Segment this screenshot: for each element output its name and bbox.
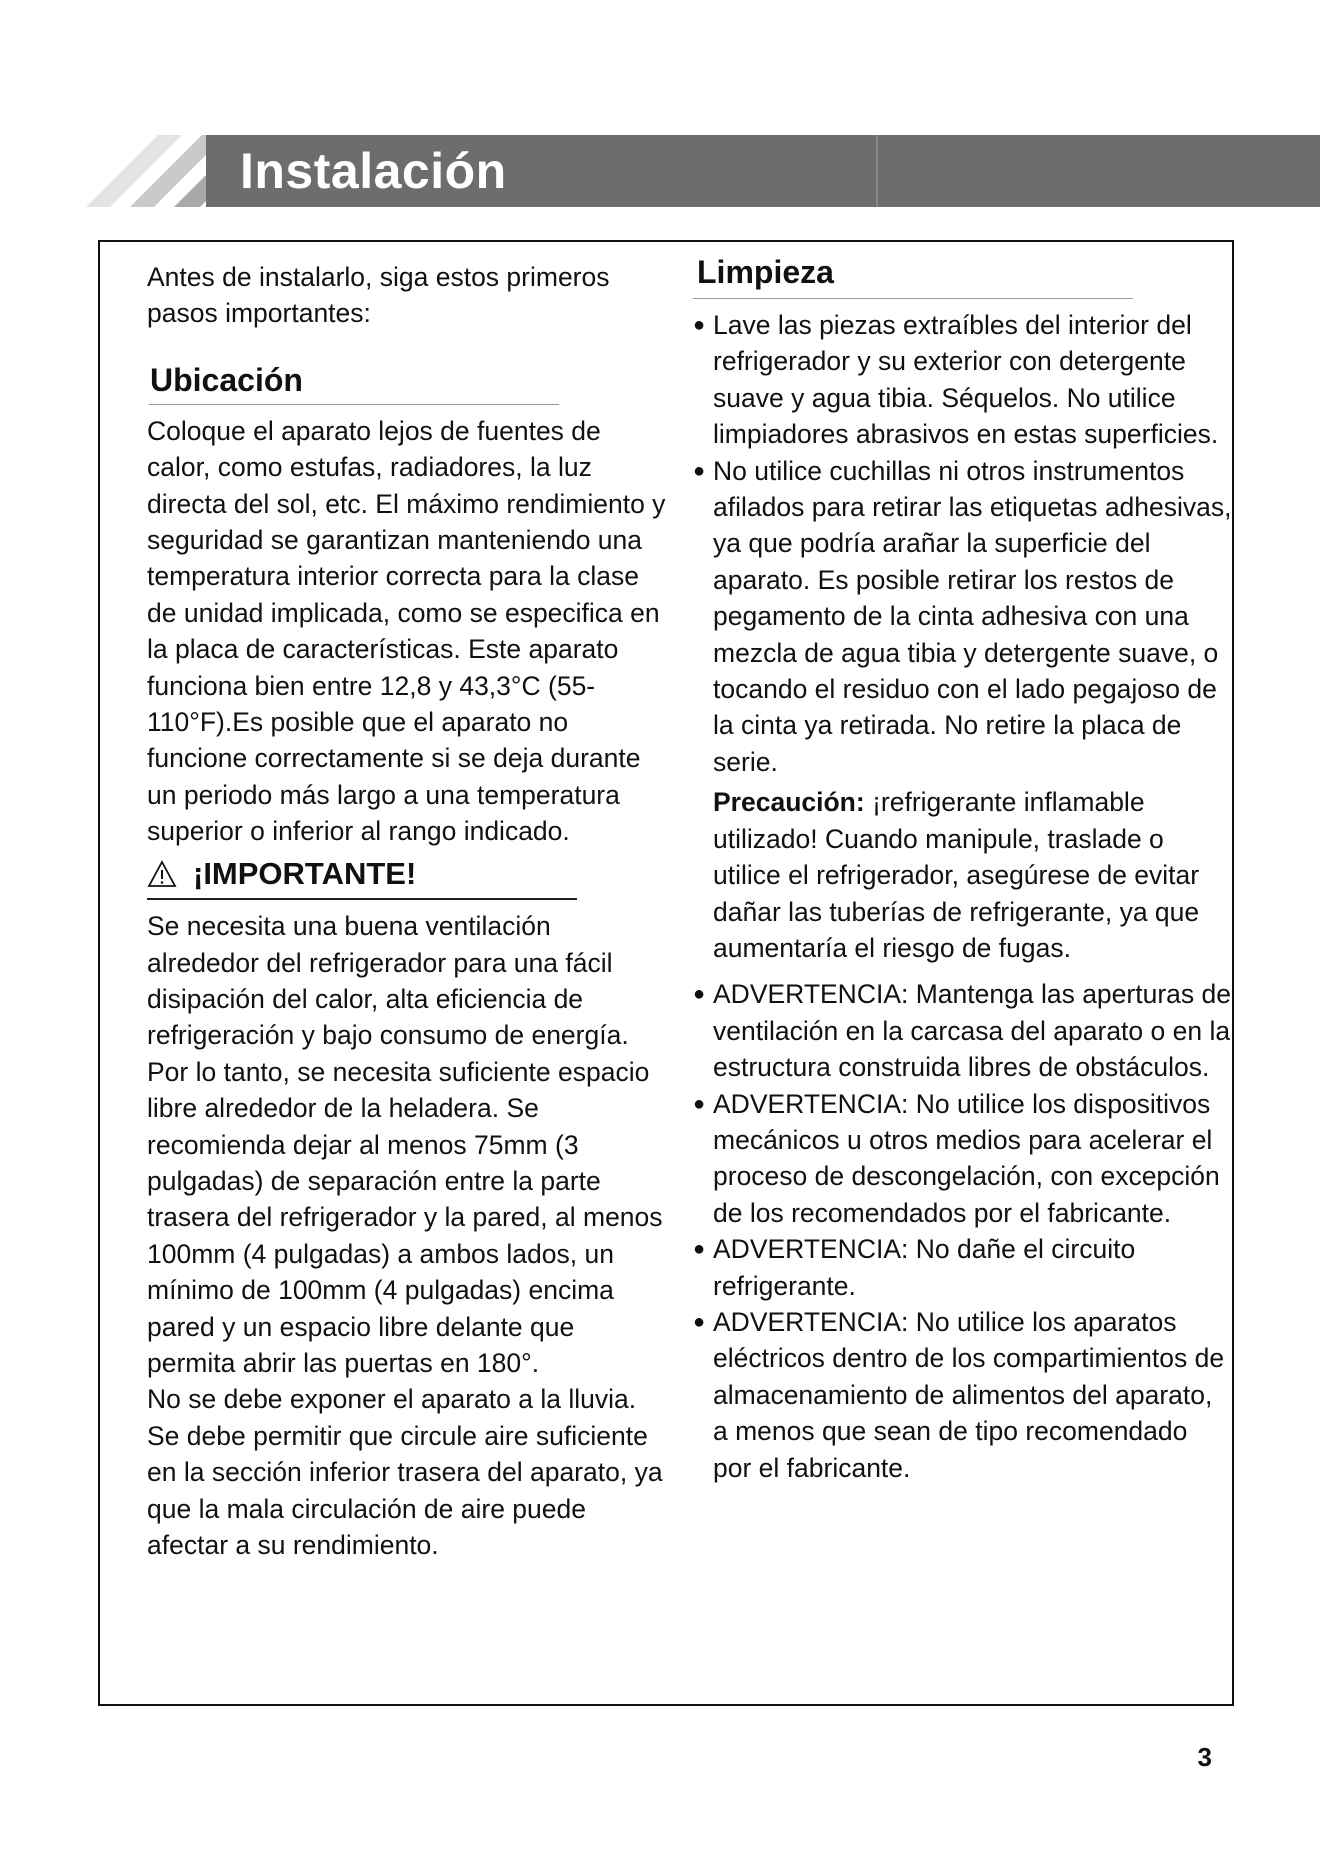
caution-label: Precaución: [713,787,865,818]
list-item-text: ADVERTENCIA: No utilice los dispositivos mecánicos u otros medios para acelerar el proceso de descongelación, con excepción de los recomendados por el fabricante. [713,1088,1220,1228]
heading-rule [149,404,559,405]
list-item [693,1231,1233,1304]
heading-rule [693,298,1133,299]
caution-text: ¡refrigerante inflamable utilizado! Cuando manipule, traslade o utilice el refrigerador, asegúrese de evitar dañar las tuberías de refrigerante, ya que aumentaría el riesgo de fugas. [713,787,1200,963]
bullet-icon: ● [693,1092,706,1115]
bullet-icon: ● [693,983,706,1006]
list-item [693,453,1233,967]
important-heading: ¡IMPORTANTE! [193,855,417,891]
important-heading-row [147,856,667,892]
list-item [693,1304,1233,1486]
page-title: Instalación [240,143,507,199]
important-text: Se necesita una buena ventilación alrededor del refrigerador para una fácil disipación del calor, alta eficiencia de refrigeración y bajo consumo de energía. Por lo tanto, se necesita suficiente espacio libre alrededor de la heladera. Se recomienda dejar al menos 75mm (3 pulgadas) de separación entre la parte trasera del refrigerador y la pared, al menos 100mm (4 pulgadas) a ambos lados, un mínimo de 100mm (4 pulgadas) encima pared y un espacio libre delante que permita abrir las puertas en 180°. [147,911,663,1378]
warning-icon [147,860,177,888]
list-item-text: No utilice cuchillas ni otros instrumentos afilados para retirar las etiquetas adhesivas, ya que podría arañar la superficie del aparato. Es posible retirar los restos de pegamento de la cinta adhesiva con una mezcla de agua tibia y detergente suave, o tocando el residuo con el lado pegajoso de la cinta ya retirada. No retire la placa de serie. [713,455,1232,777]
location-text: Coloque el aparato lejos de fuentes de calor, como estufas, radiadores, la luz directa del sol, etc. El máximo rendimiento y seguridad se garantizan manteniendo una temperatura interior correcta para la clase de unidad implicada, como se especifica en la placa de características. Este aparato funciona bien entre 12,8 y 43,3°C (55-110°F).Es posible que el aparato no funcione correctamente si se deja durante un periodo más largo a una temperatura superior o inferior al rango indicado. [147,415,666,847]
list-item-text: ADVERTENCIA: No dañe el circuito refrigerante. [713,1234,1136,1301]
bullet-icon: ● [693,1310,706,1333]
bullet-icon: ● [693,459,706,482]
location-heading: Ubicación [150,361,303,398]
section-header-banner [86,135,1320,207]
intro-text: Antes de instalarlo, siga estos primeros pasos importantes: [147,262,610,329]
list-item-text: ADVERTENCIA: Mantenga las aperturas de ventilación en la carcasa del aparato o en la estructura construida libres de obstáculos. [713,979,1231,1083]
right-column [693,252,1233,1486]
bullet-icon: ● [693,314,706,336]
bullet-icon: ● [693,1238,706,1261]
list-item [693,976,1233,1085]
rain-text: No se debe exponer el aparato a la lluvia. Se debe permitir que circule aire suficiente en la sección inferior trasera del aparato, ya que la mala circulación de aire puede afectar a su rendimiento. [147,1384,663,1560]
list-item [693,1086,1233,1232]
banner-divider [876,135,878,207]
cleaning-list [693,307,1233,1486]
left-column [147,259,667,1563]
list-item-text: ADVERTENCIA: No utilice los aparatos eléctricos dentro de los compartimientos de almacenamiento de alimentos del aparato, a menos que sean de tipo recomendado por el fabricante. [713,1306,1225,1483]
page-number: 3 [1197,1742,1212,1772]
list-item [693,307,1233,453]
cleaning-heading: Limpieza [697,254,834,290]
important-rule [147,898,577,900]
caution-note [713,784,1233,966]
list-item-text: Lave las piezas extraíbles del interior del refrigerador y su exterior con detergente suave y agua tibia. Séquelos. No utilice limpiadores abrasivos en estas superficies. [713,310,1219,450]
